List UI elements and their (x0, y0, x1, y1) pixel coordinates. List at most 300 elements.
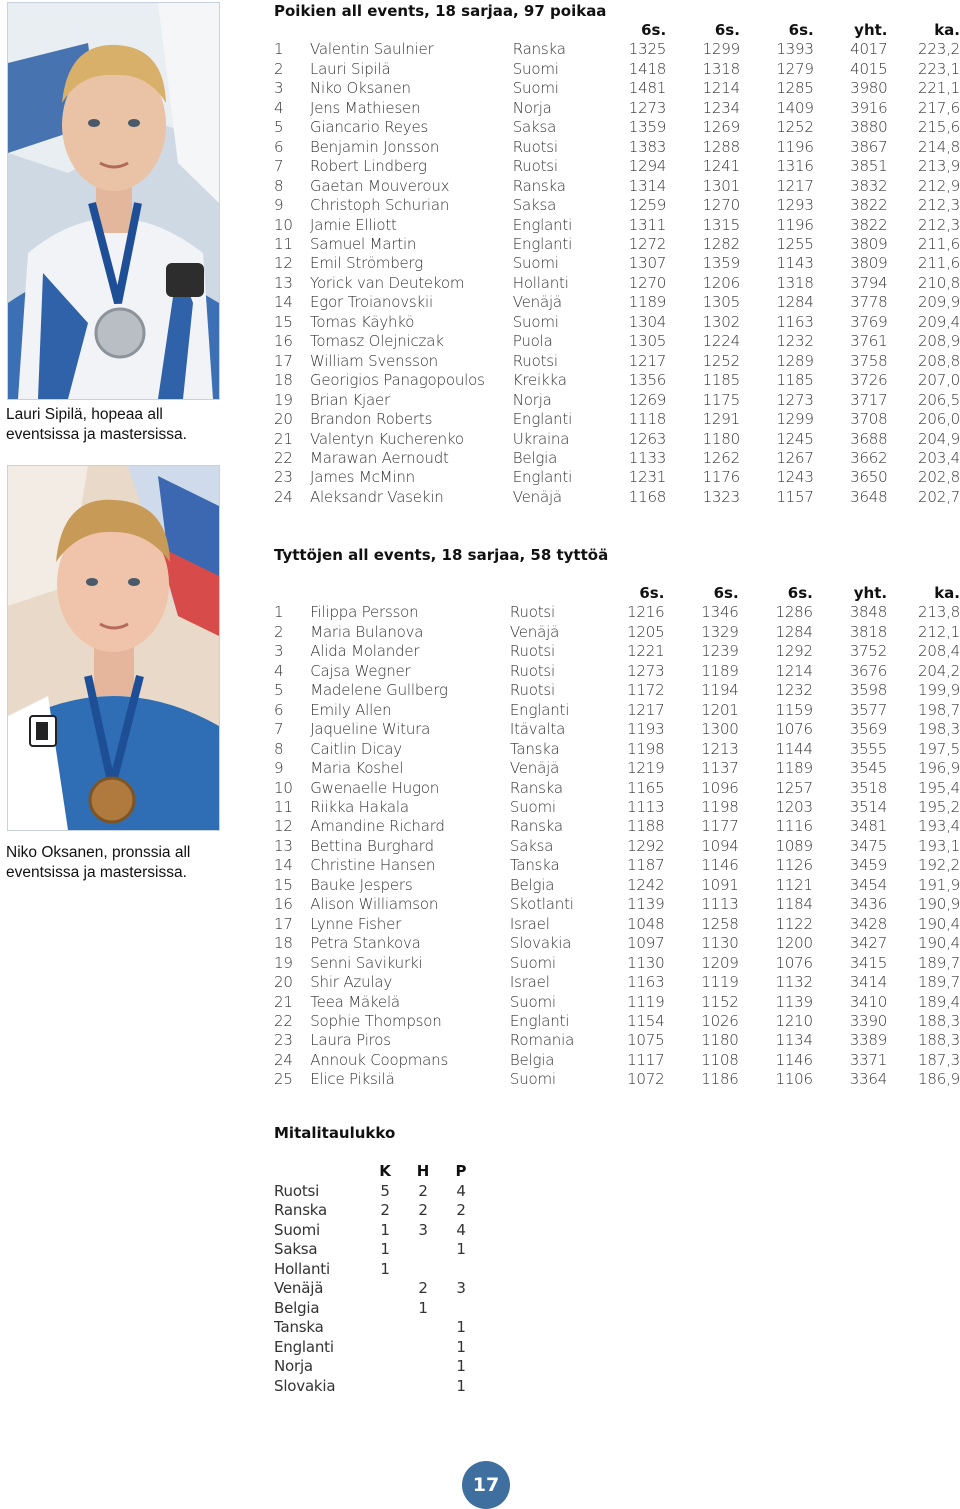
cell-bronze: 1 (456, 1376, 466, 1395)
cell-series-1: 1113 (627, 797, 665, 816)
cell-country: Itävalta (509, 720, 566, 739)
cell-series-3: 1267 (776, 448, 814, 467)
cell-country: Ruotsi (512, 157, 558, 176)
table-header-row (272, 21, 960, 40)
cell-rank: 18 (274, 371, 293, 390)
cell-series-2: 1359 (702, 254, 740, 273)
cell-series-1: 1259 (628, 196, 667, 215)
cell-country: Slovakia (274, 1376, 336, 1395)
table-row (272, 430, 960, 449)
cell-country: Venäjä (274, 1279, 324, 1297)
cell-player-name: Elice Piksilä (310, 1070, 395, 1089)
cell-series-3: 1089 (775, 836, 813, 855)
cell-rank: 9 (274, 196, 284, 215)
cell-series-2: 1119 (701, 973, 739, 992)
medal-table-body (272, 1182, 480, 1397)
girls-results-body (272, 603, 960, 1089)
cell-series-3: 1196 (776, 137, 814, 156)
header-series-2: 6s. (713, 584, 739, 602)
cell-series-1: 1075 (627, 1031, 665, 1050)
cell-gold: 1 (380, 1259, 390, 1278)
cell-country: Suomi (509, 953, 556, 972)
cell-player-name: Maria Bulanova (310, 622, 424, 641)
table-row (272, 1318, 480, 1338)
cell-series-3: 1210 (775, 1011, 813, 1030)
cell-average: 206,0 (918, 410, 960, 429)
boys-results-title: Poikien all events, 18 sarjaa, 97 poikaa (274, 2, 607, 20)
header-bronze: P (455, 1162, 467, 1180)
cell-country: Ranska (509, 817, 563, 836)
table-row (272, 371, 960, 390)
cell-country: Venäjä (512, 293, 562, 312)
cell-player-name: Sophie Thompson (310, 1011, 442, 1030)
cell-average: 188,3 (918, 1011, 960, 1030)
cell-series-2: 1186 (701, 1070, 739, 1089)
cell-series-1: 1163 (627, 973, 665, 992)
cell-gold: 5 (380, 1181, 390, 1200)
cell-average: 221,1 (918, 79, 960, 98)
cell-series-3: 1316 (776, 157, 814, 176)
cell-total: 3980 (850, 79, 888, 98)
cell-player-name: Senni Savikurki (310, 953, 423, 972)
cell-country: Ruotsi (274, 1181, 320, 1200)
cell-series-1: 1189 (628, 293, 667, 312)
cell-rank: 18 (274, 934, 293, 953)
cell-rank: 2 (274, 622, 284, 641)
table-row (272, 720, 960, 739)
table-row (272, 40, 960, 59)
cell-series-1: 1118 (628, 410, 667, 429)
cell-average: 193,1 (918, 836, 960, 855)
cell-series-1: 1119 (627, 992, 665, 1011)
table-row (272, 817, 960, 836)
cell-country: Suomi (512, 254, 559, 273)
cell-series-1: 1168 (628, 487, 667, 506)
table-row (272, 1201, 480, 1221)
cell-total: 3410 (849, 992, 888, 1011)
cell-rank: 17 (274, 351, 293, 370)
cell-average: 212,3 (918, 215, 960, 234)
cell-country: Saksa (512, 118, 557, 137)
cell-series-3: 1189 (775, 759, 813, 778)
cell-rank: 16 (274, 895, 293, 914)
cell-series-3: 1217 (776, 176, 814, 195)
cell-total: 3769 (850, 312, 888, 331)
cell-series-1: 1304 (628, 312, 667, 331)
cell-average: 213,9 (918, 157, 960, 176)
cell-rank: 16 (274, 332, 293, 351)
cell-series-1: 1205 (627, 622, 665, 641)
table-row (272, 1260, 480, 1280)
table-row (272, 99, 960, 118)
cell-series-2: 1241 (702, 157, 740, 176)
cell-average: 199,9 (918, 681, 960, 700)
photo-niko-oksanen (7, 465, 220, 831)
cell-total: 3758 (850, 351, 888, 370)
cell-bronze: 3 (456, 1279, 466, 1297)
cell-country: Hollanti (512, 273, 569, 292)
cell-series-2: 1146 (701, 856, 739, 875)
cell-average: 193,4 (918, 817, 960, 836)
cell-series-2: 1201 (701, 700, 739, 719)
cell-series-1: 1193 (627, 720, 665, 739)
cell-series-2: 1213 (701, 739, 739, 758)
table-row (272, 235, 960, 254)
table-row (272, 876, 960, 895)
table-row (272, 934, 960, 953)
cell-series-1: 1311 (628, 215, 667, 234)
cell-rank: 23 (274, 468, 293, 487)
cell-rank: 7 (274, 720, 284, 739)
table-row (272, 118, 960, 137)
cell-series-3: 1292 (775, 642, 813, 661)
cell-series-1: 1356 (628, 371, 667, 390)
header-total: yht. (853, 584, 888, 602)
cell-total: 3364 (849, 1070, 888, 1089)
cell-series-3: 1076 (775, 720, 813, 739)
table-header-row (272, 584, 960, 603)
cell-total: 3761 (850, 332, 888, 351)
cell-series-1: 1188 (627, 817, 665, 836)
cell-player-name: Tomasz Olejniczak (309, 332, 444, 351)
cell-country: Ranska (509, 778, 563, 797)
table-row (272, 856, 960, 875)
table-row (272, 662, 960, 681)
cell-total: 3818 (849, 622, 888, 641)
cell-rank: 22 (274, 448, 293, 467)
cell-average: 223,2 (918, 40, 960, 59)
cell-country: Venäjä (512, 487, 562, 506)
cell-average: 213,8 (918, 603, 960, 622)
table-row (272, 254, 960, 273)
cell-country: Ruotsi (509, 603, 555, 622)
cell-country: Israel (509, 973, 550, 992)
cell-rank: 20 (274, 410, 293, 429)
table-row (272, 332, 960, 351)
table-header-row (272, 1162, 480, 1182)
cell-total: 3676 (849, 661, 888, 680)
cell-average: 206,5 (918, 390, 960, 409)
cell-average: 189,4 (918, 992, 960, 1011)
cell-silver (404, 1260, 442, 1280)
table-row (272, 642, 960, 661)
cell-average: 191,9 (918, 875, 960, 894)
cell-player-name: Madelene Gullberg (310, 681, 448, 700)
cell-rank: 1 (274, 603, 284, 622)
cell-series-1: 1216 (627, 603, 665, 622)
cell-series-1: 1418 (628, 59, 667, 78)
cell-country: Belgia (509, 875, 555, 894)
cell-rank: 15 (274, 875, 293, 894)
cell-total: 3436 (849, 895, 888, 914)
table-row (272, 216, 960, 235)
cell-country: Venäjä (509, 759, 560, 778)
cell-gold: 2 (380, 1201, 390, 1219)
cell-player-name: Brandon Roberts (309, 410, 433, 429)
cell-country: Suomi (512, 312, 559, 331)
cell-rank: 9 (274, 759, 284, 778)
cell-country: Ruotsi (509, 681, 555, 700)
header-silver: H (416, 1162, 430, 1180)
cell-series-1: 1231 (628, 468, 667, 487)
cell-bronze: 4 (456, 1220, 466, 1239)
cell-player-name: Jamie Elliott (309, 215, 397, 234)
cell-series-3: 1232 (776, 332, 814, 351)
cell-country: Belgia (512, 448, 558, 467)
cell-country: Romania (509, 1031, 575, 1050)
boys-results-body (272, 40, 960, 507)
cell-player-name: Valentin Saulnier (309, 40, 434, 59)
table-row (272, 603, 960, 622)
medal-table-title: Mitalitaulukko (274, 1124, 396, 1142)
table-row (272, 488, 960, 507)
cell-series-3: 1139 (775, 992, 813, 1011)
table-row (272, 352, 960, 371)
cell-player-name: Cajsa Wegner (310, 661, 411, 680)
cell-total: 3371 (849, 1050, 888, 1069)
cell-total: 3717 (850, 390, 888, 409)
cell-country: Englanti (509, 700, 570, 719)
cell-rank: 24 (274, 1050, 293, 1069)
cell-series-2: 1234 (702, 98, 740, 117)
cell-average: 198,7 (918, 700, 960, 719)
cell-series-2: 1315 (702, 215, 740, 234)
cell-series-1: 1242 (627, 875, 665, 894)
cell-series-1: 1305 (628, 332, 667, 351)
cell-series-2: 1180 (701, 1031, 739, 1050)
cell-rank: 17 (274, 914, 293, 933)
cell-average: 192,2 (918, 856, 960, 875)
cell-series-3: 1243 (776, 468, 814, 487)
cell-rank: 3 (274, 79, 284, 98)
cell-rank: 23 (274, 1031, 293, 1050)
cell-country: Norja (274, 1357, 313, 1375)
cell-average: 197,5 (918, 739, 960, 758)
cell-series-3: 1196 (776, 215, 814, 234)
girls-results-table (272, 584, 960, 1090)
cell-player-name: Gwenaelle Hugon (310, 778, 440, 797)
cell-country: Norja (512, 390, 552, 409)
cell-gold: 1 (380, 1240, 390, 1258)
cell-silver (404, 1357, 442, 1377)
cell-rank: 19 (274, 390, 293, 409)
cell-player-name: Jens Mathiesen (309, 98, 421, 117)
cell-series-1: 1217 (628, 351, 667, 370)
cell-total: 3851 (850, 157, 888, 176)
cell-average: 189,7 (918, 953, 960, 972)
photo-lauri-sipila (7, 2, 220, 400)
cell-series-2: 1176 (702, 468, 740, 487)
cell-rank: 6 (274, 700, 284, 719)
cell-series-1: 1139 (627, 895, 665, 914)
cell-average: 215,6 (918, 118, 960, 137)
cell-average: 217,6 (918, 98, 960, 117)
cell-series-3: 1185 (776, 371, 814, 390)
cell-average: 203,4 (918, 448, 960, 467)
cell-series-2: 1180 (702, 429, 740, 448)
cell-rank: 3 (274, 642, 284, 661)
cell-player-name: Georigios Panagopoulos (309, 371, 485, 390)
cell-rank: 11 (274, 797, 293, 816)
header-gold: K (379, 1162, 391, 1180)
table-row (272, 915, 960, 934)
cell-average: 209,9 (918, 293, 960, 312)
cell-series-3: 1076 (775, 953, 813, 972)
cell-series-1: 1117 (627, 1050, 665, 1069)
cell-series-1: 1270 (628, 273, 667, 292)
cell-country: Ruotsi (509, 642, 555, 661)
cell-series-2: 1206 (702, 273, 740, 292)
header-rank (272, 21, 310, 40)
cell-country: Hollanti (274, 1259, 330, 1278)
cell-country: Englanti (512, 468, 573, 487)
cell-bronze (442, 1299, 480, 1319)
cell-total: 3569 (849, 720, 888, 739)
cell-player-name: Aleksandr Vasekin (309, 487, 444, 506)
cell-average: 189,7 (918, 973, 960, 992)
cell-country: Englanti (512, 234, 573, 253)
cell-average: 198,3 (918, 720, 960, 739)
cell-player-name: Lynne Fisher (310, 914, 402, 933)
cell-series-1: 1130 (627, 953, 665, 972)
cell-player-name: Valentyn Kucherenko (309, 429, 464, 448)
cell-player-name: Petra Stankova (310, 934, 421, 953)
cell-average: 202,8 (918, 468, 960, 487)
cell-rank: 2 (274, 59, 284, 78)
cell-series-2: 1282 (702, 234, 740, 253)
cell-total: 3809 (850, 234, 888, 253)
cell-silver: 2 (418, 1279, 428, 1297)
cell-series-3: 1285 (776, 79, 814, 98)
cell-series-2: 1299 (702, 40, 740, 59)
cell-rank: 12 (274, 254, 293, 273)
cell-total: 3822 (850, 196, 888, 215)
cell-player-name: Caitlin Dicay (310, 739, 402, 758)
cell-total: 4017 (850, 40, 888, 59)
cell-series-2: 1194 (701, 681, 739, 700)
cell-player-name: Robert Lindberg (309, 157, 427, 176)
cell-gold (366, 1279, 404, 1299)
cell-series-3: 1409 (776, 98, 814, 117)
cell-rank: 15 (274, 312, 293, 331)
cell-player-name: Bettina Burghard (310, 836, 434, 855)
cell-total: 3414 (849, 973, 888, 992)
cell-gold (366, 1318, 404, 1338)
table-row (272, 313, 960, 332)
cell-gold (366, 1338, 404, 1358)
cell-series-1: 1292 (627, 836, 665, 855)
cell-series-3: 1132 (775, 973, 813, 992)
header-name (310, 584, 510, 603)
cell-total: 3577 (849, 700, 888, 719)
table-row (272, 410, 960, 429)
cell-average: 190,4 (918, 934, 960, 953)
cell-series-1: 1359 (628, 118, 667, 137)
cell-rank: 25 (274, 1070, 293, 1089)
cell-series-3: 1122 (775, 914, 813, 933)
cell-rank: 8 (274, 176, 284, 195)
cell-country: Ranska (512, 176, 566, 195)
cell-series-2: 1270 (702, 196, 740, 215)
cell-series-2: 1152 (701, 992, 739, 1011)
photo-caption: Niko Oksanen, pronssia all eventsissa ja mastersissa. (6, 844, 191, 881)
cell-country: Ruotsi (509, 661, 555, 680)
header-average: ka. (934, 21, 960, 39)
cell-player-name: Benjamin Jonsson (309, 137, 440, 156)
cell-player-name: Niko Oksanen (309, 79, 411, 98)
boys-results-table (272, 21, 960, 507)
cell-total: 3867 (850, 137, 888, 156)
cell-bronze: 4 (456, 1181, 466, 1200)
cell-country: Belgia (509, 1050, 555, 1069)
header-total: yht. (854, 21, 888, 39)
cell-average: 195,4 (918, 778, 960, 797)
cell-player-name: Jaqueline Witura (310, 720, 431, 739)
cell-series-3: 1184 (775, 895, 813, 914)
cell-gold (366, 1357, 404, 1377)
cell-player-name: Christoph Schurian (309, 196, 450, 215)
cell-rank: 8 (274, 739, 284, 758)
cell-series-2: 1130 (701, 934, 739, 953)
cell-series-3: 1393 (776, 40, 814, 59)
cell-total: 3778 (850, 293, 888, 312)
cell-total: 3662 (850, 448, 888, 467)
cell-series-2: 1262 (702, 448, 740, 467)
cell-series-2: 1026 (701, 1011, 739, 1030)
table-row (272, 274, 960, 293)
cell-country: Suomi (512, 59, 559, 78)
cell-series-2: 1214 (702, 79, 740, 98)
cell-total: 3848 (849, 603, 888, 622)
page-number-badge: 17 (462, 1461, 510, 1509)
cell-player-name: William Svensson (309, 351, 438, 370)
cell-average: 196,9 (918, 759, 960, 778)
cell-gold (366, 1299, 404, 1319)
cell-rank: 22 (274, 1011, 293, 1030)
cell-rank: 20 (274, 973, 293, 992)
cell-country: Norja (512, 98, 552, 117)
cell-series-2: 1300 (701, 720, 739, 739)
cell-country: Suomi (274, 1220, 320, 1239)
cell-series-3: 1106 (775, 1070, 813, 1089)
cell-average: 186,9 (918, 1070, 960, 1089)
cell-series-2: 1175 (702, 390, 740, 409)
cell-series-2: 1288 (702, 137, 740, 156)
cell-series-1: 1481 (628, 79, 667, 98)
cell-series-1: 1219 (627, 759, 665, 778)
cell-rank: 19 (274, 953, 293, 972)
cell-series-2: 1137 (701, 759, 739, 778)
cell-total: 3481 (849, 817, 888, 836)
cell-series-1: 1165 (627, 778, 665, 797)
table-row (272, 1051, 960, 1070)
cell-country: Ukraina (512, 429, 570, 448)
table-row (272, 1377, 480, 1397)
cell-series-1: 1263 (628, 429, 667, 448)
cell-country: Suomi (509, 797, 556, 816)
cell-player-name: Alida Molander (310, 642, 420, 661)
cell-series-1: 1273 (627, 661, 665, 680)
cell-series-1: 1294 (628, 157, 667, 176)
cell-player-name: Maria Koshel (310, 759, 404, 778)
cell-silver: 3 (418, 1220, 428, 1239)
cell-series-3: 1163 (776, 312, 814, 331)
cell-total: 3514 (849, 797, 888, 816)
cell-total: 3390 (849, 1011, 888, 1030)
cell-series-3: 1299 (776, 410, 814, 429)
cell-rank: 21 (274, 992, 293, 1011)
cell-total: 3650 (850, 468, 888, 487)
